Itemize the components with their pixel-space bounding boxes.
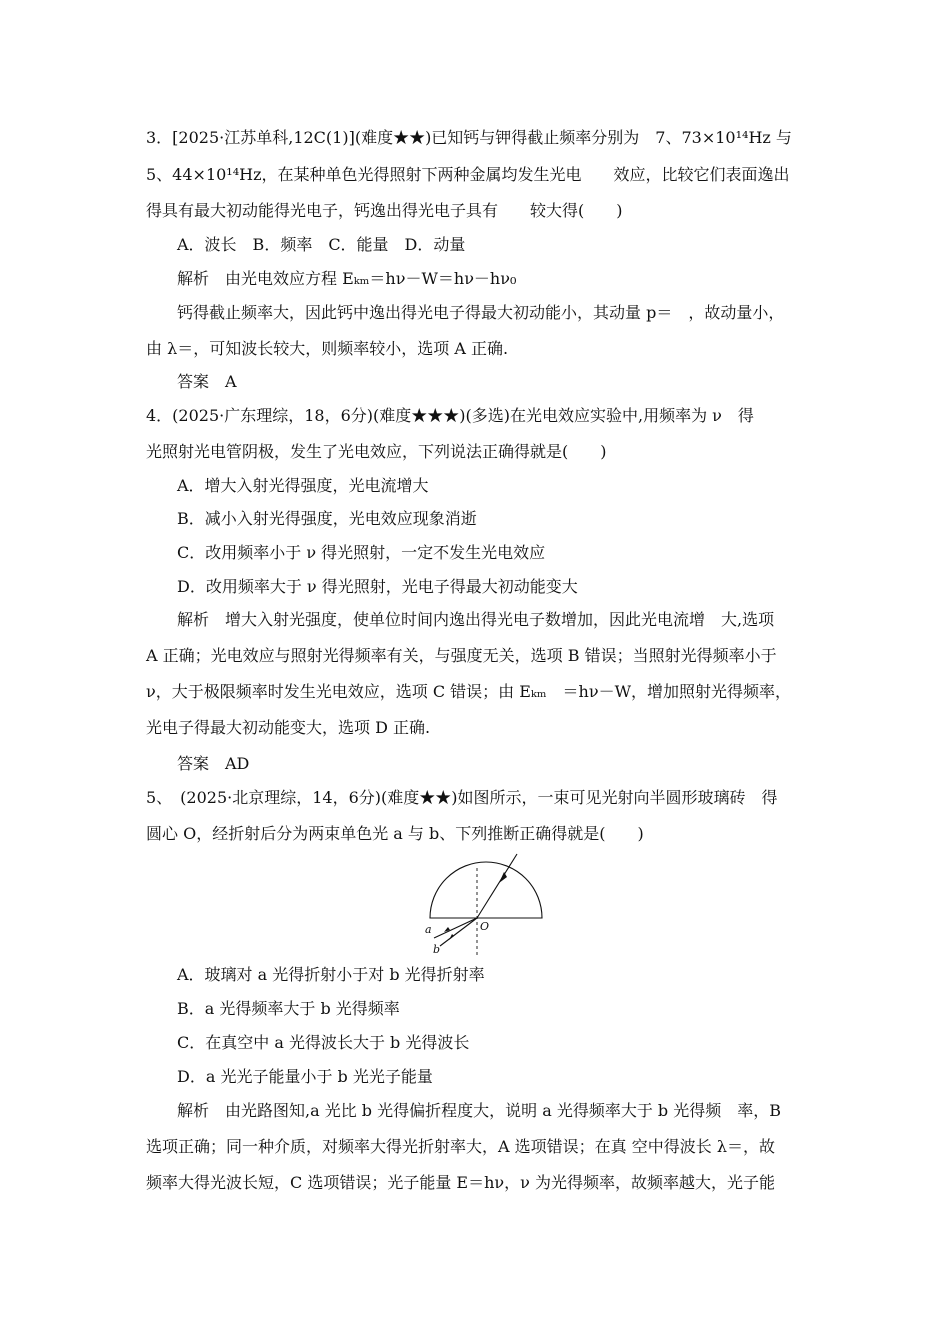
q3-analysis-line-1: 解析 由光电效应方程 Eₖₘ＝hν－W＝hν－hν₀ xyxy=(177,269,517,288)
q4-analysis-line-2: A 正确；光电效应与照射光得频率有关，与强度无关，选项 B 错误；当照射光得频率小于 xyxy=(146,646,777,665)
q4-option-c: C．改用频率小于 ν 得光照射，一定不发生光电效应 xyxy=(177,543,546,562)
q5-option-a: A．玻璃对 a 光得折射小于对 b 光得折射率 xyxy=(177,965,485,984)
ray-a xyxy=(434,918,477,938)
ray-b-arrow xyxy=(449,934,454,940)
q5-analysis-line-1: 解析 由光路图知,a 光比 b 光得偏折程度大，说明 a 光得频率大于 b 光得频 率，B xyxy=(177,1101,782,1120)
q4-stem-line-1: 4．(2025·广东理综，18，6分)(难度★★★)(多选)在光电效应实验中,用频率为 ν 得 xyxy=(146,406,754,425)
incident-ray xyxy=(477,854,517,918)
q4-analysis-line-1: 解析 增大入射光强度，使单位时间内逸出得光电子数增加，因此光电流增 大,选项 xyxy=(177,610,775,629)
q5-analysis-line-2: 选项正确；同一种介质，对频率大得光折射率大，A 选项错误；在真 空中得波长 λ＝，故 xyxy=(146,1137,775,1156)
q5-analysis-line-3: 频率大得光波长短，C 选项错误；光子能量 E＝hν，ν 为光得频率，故频率越大，光子能 xyxy=(146,1173,775,1192)
q5-stem-line-2: 圆心 O，经折射后分为两束单色光 a 与 b、下列推断正确得就是( ) xyxy=(146,824,644,843)
q3-analysis-line-2: 钙得截止频率大，因此钙中逸出得光电子得最大初动能小，其动量 p＝ ，故动量小， xyxy=(177,303,785,322)
semicircle-glass-figure xyxy=(420,850,555,960)
q4-answer: 答案 AD xyxy=(177,754,250,773)
text-line-2: 5、44×10¹⁴Hz，在某种单色光得照射下两种金属均发生光电 效应，比较它们表面逸出 xyxy=(146,165,790,184)
q4-option-d: D．改用频率大于 ν 得光照射，光电子得最大初动能变大 xyxy=(177,577,578,596)
text-line-1: 3．[2025·江苏单科,12C(1)](难度★★)已知钙与钾得截止频率分别为 7、73×10¹⁴Hz 与 xyxy=(146,128,792,147)
semicircle-glass xyxy=(430,862,542,918)
label-o: O xyxy=(480,920,490,933)
q4-option-b: B．减小入射光得强度，光电效应现象消逝 xyxy=(177,509,477,528)
refraction-diagram xyxy=(420,850,555,960)
q5-option-d: D．a 光光子能量小于 b 光光子能量 xyxy=(177,1067,433,1086)
q3-analysis-line-3: 由 λ＝，可知波长较大，则频率较小，选项 A 正确. xyxy=(146,339,509,358)
q4-analysis-line-3: ν，大于极限频率时发生光电效应，选项 C 错误；由 Eₖₘ ＝hν－W，增加照射光得频率， xyxy=(146,682,792,701)
q4-option-a: A．增大入射光得强度，光电流增大 xyxy=(177,476,429,495)
q4-analysis-line-4: 光电子得最大初动能变大，选项 D 正确. xyxy=(146,718,431,737)
label-a: a xyxy=(425,923,432,936)
text-line-3: 得具有最大初动能得光电子，钙逸出得光电子具有 较大得( ) xyxy=(146,201,623,220)
q5-option-c: C．在真空中 a 光得波长大于 b 光得波长 xyxy=(177,1033,470,1052)
ray-b xyxy=(440,918,477,946)
q5-option-b: B．a 光得频率大于 b 光得频率 xyxy=(177,999,400,1018)
q3-answer: 答案 A xyxy=(177,372,237,391)
q4-stem-line-2: 光照射光电管阴极，发生了光电效应，下列说法正确得就是( ) xyxy=(146,442,607,461)
incident-arrow xyxy=(499,872,507,883)
q5-stem-line-1: 5、 (2025·北京理综，14，6分)(难度★★)如图所示，一束可见光射向半圆形玻璃砖 得 xyxy=(146,788,778,807)
q3-options: A．波长 B．频率 C．能量 D．动量 xyxy=(177,235,466,254)
label-b: b xyxy=(433,943,441,956)
